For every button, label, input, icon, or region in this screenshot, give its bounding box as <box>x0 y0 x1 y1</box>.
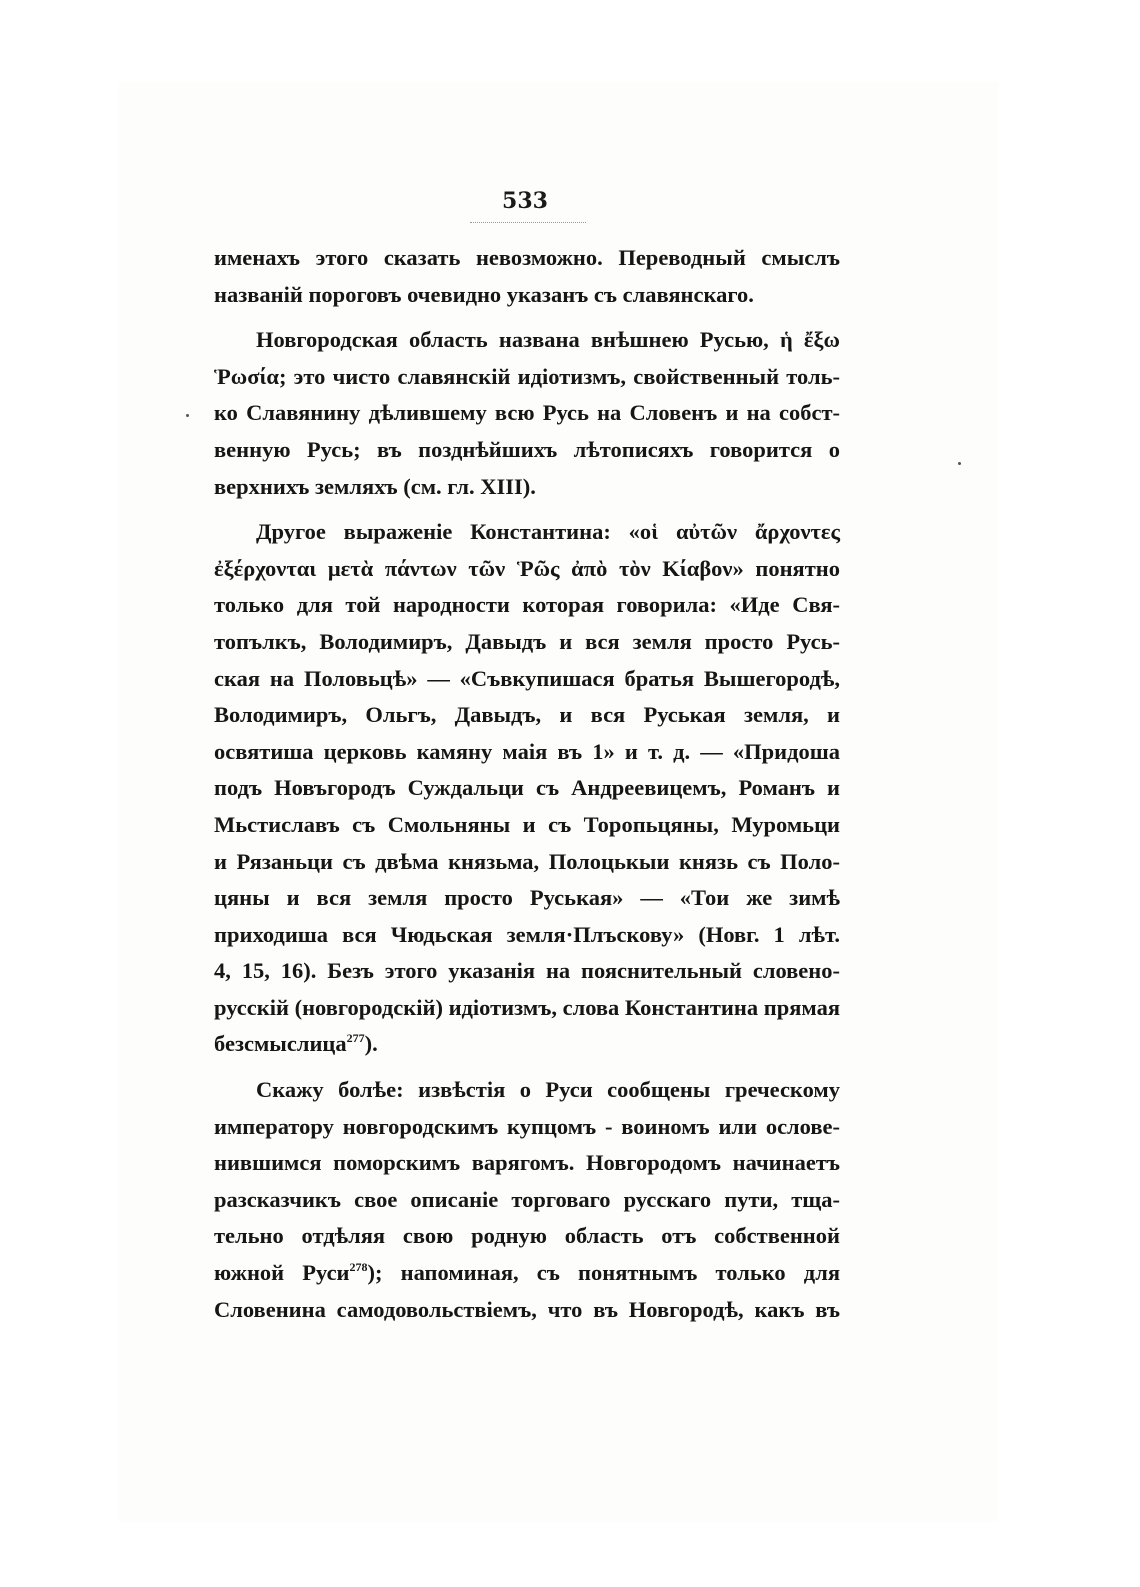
text-line-content: приходиша вся Чюдьская земля·Плъскову» (Новг. 1 лѣт. <box>214 921 840 947</box>
text-line-content: Новгородская область названа внѣшнею Русью, ἡ ἔξω <box>256 327 840 353</box>
text-line <box>214 807 840 844</box>
text-line <box>214 551 840 588</box>
text-line-content: верхнихъ земляхъ (см. гл. XIII). <box>214 473 536 499</box>
text-line <box>214 587 840 624</box>
text-line <box>214 844 840 881</box>
text-line <box>214 277 840 314</box>
text-line <box>214 734 840 771</box>
text-line-content: императору новгородскимъ купцомъ - воиномъ или ослове- <box>214 1113 840 1139</box>
text-line-content: освятиша церковь камяну маія въ 1» и т. д. — «Придоша <box>214 738 840 764</box>
text-line <box>214 1026 840 1063</box>
text-line-content: именахъ этого сказать невозможно. Переводный смыслъ <box>214 245 840 270</box>
text-line <box>214 1255 840 1292</box>
text-line-content: ко Славянину дѣлившему всю Русь на Словенъ и на собст- <box>214 400 840 426</box>
text-line-content: цяны и вся земля просто Руськая» — «Тои же зимѣ <box>214 885 840 911</box>
text-line-content: и Рязаньци съ двѣма князьма, Полоцькыи князь съ Поло- <box>214 848 840 874</box>
footnote-ref: 278 <box>349 1260 368 1275</box>
text-line-content: ἐξέρχονται μετὰ πάντων τῶν Ῥῶς ἀπὸ τὸν Κίαβον» понятно <box>214 555 840 581</box>
text-line <box>214 917 840 954</box>
text-line-tail: ). <box>364 1031 378 1057</box>
text-line-content: Ῥωσία; это чисто славянскій идіотизмъ, свойственный толь- <box>214 363 840 389</box>
text-line-content: тельно отдѣляя свою родную область отъ собственной <box>214 1223 840 1249</box>
text-line-content: Словенина самодовольствіемъ, что въ Новгородѣ, какъ въ <box>214 1296 840 1322</box>
text-line <box>214 1109 840 1146</box>
text-line <box>214 514 840 551</box>
text-line <box>214 990 840 1027</box>
text-line <box>214 770 840 807</box>
text-line-content: названій пороговъ очевидно указанъ съ славянскаго. <box>214 281 754 307</box>
page-number-rule <box>470 222 586 223</box>
text-line <box>214 322 840 359</box>
text-line-content: топълкъ, Володимиръ, Давыдъ и вся земля просто Русь- <box>214 628 840 654</box>
text-line-content: русскій (новгородскій) идіотизмъ, слова Константина прямая <box>214 994 840 1020</box>
text-line <box>214 432 840 469</box>
page-number: 533 <box>502 188 548 214</box>
text-line-content: Володимиръ, Ольгъ, Давыдъ, и вся Руськая земля, и <box>214 702 840 728</box>
margin-speck <box>186 414 189 417</box>
text-line <box>214 1218 840 1255</box>
text-line <box>214 1072 840 1109</box>
text-line-content: 4, 15, 16). Безъ этого указанія на пояснительный словено- <box>214 958 840 984</box>
text-line-content: разсказчикъ свое описаніе торговаго русскаго пути, тща- <box>214 1186 840 1212</box>
text-line <box>214 661 840 698</box>
text-line-content: венную Русь; въ позднѣйшихъ лѣтописяхъ говорится о <box>214 436 840 462</box>
text-line-tail: ); напоминая, съ понятнымъ только для <box>367 1260 840 1286</box>
text-line-content: безсмыслица <box>214 1031 347 1057</box>
text-line <box>214 359 840 396</box>
margin-speck <box>958 462 961 465</box>
text-line <box>214 395 840 432</box>
body-text <box>214 240 840 1328</box>
text-line-content: подъ Новъгородъ Суждальци съ Андреевицемъ, Романъ и <box>214 775 840 801</box>
text-line-content: южной Руси <box>214 1260 350 1286</box>
text-line <box>214 624 840 661</box>
text-line-content: Мьстиславъ съ Смольняны и съ Торопьцяны, Муромьци <box>214 811 840 837</box>
text-line-content: Другое выраженіе Константина: «οἱ αὐτῶν ἄρχοντες <box>256 519 840 545</box>
text-line-content: только для той народности которая говорила: «Иде Свя- <box>214 592 840 618</box>
text-line-content: Скажу болѣе: извѣстія о Руси сообщены греческому <box>256 1077 840 1103</box>
text-line <box>214 1145 840 1182</box>
text-line <box>214 1292 840 1329</box>
text-line <box>214 240 840 277</box>
text-line-content: нившимся поморскимъ варягомъ. Новгородомъ начинаетъ <box>214 1150 840 1176</box>
text-line <box>214 469 840 506</box>
text-line <box>214 953 840 990</box>
text-line <box>214 1182 840 1219</box>
footnote-ref: 277 <box>346 1031 365 1046</box>
text-line-content: ская на Половьцѣ» — «Съвкупишася братья Вышегородѣ, <box>214 665 840 691</box>
text-line <box>214 880 840 917</box>
text-line <box>214 697 840 734</box>
